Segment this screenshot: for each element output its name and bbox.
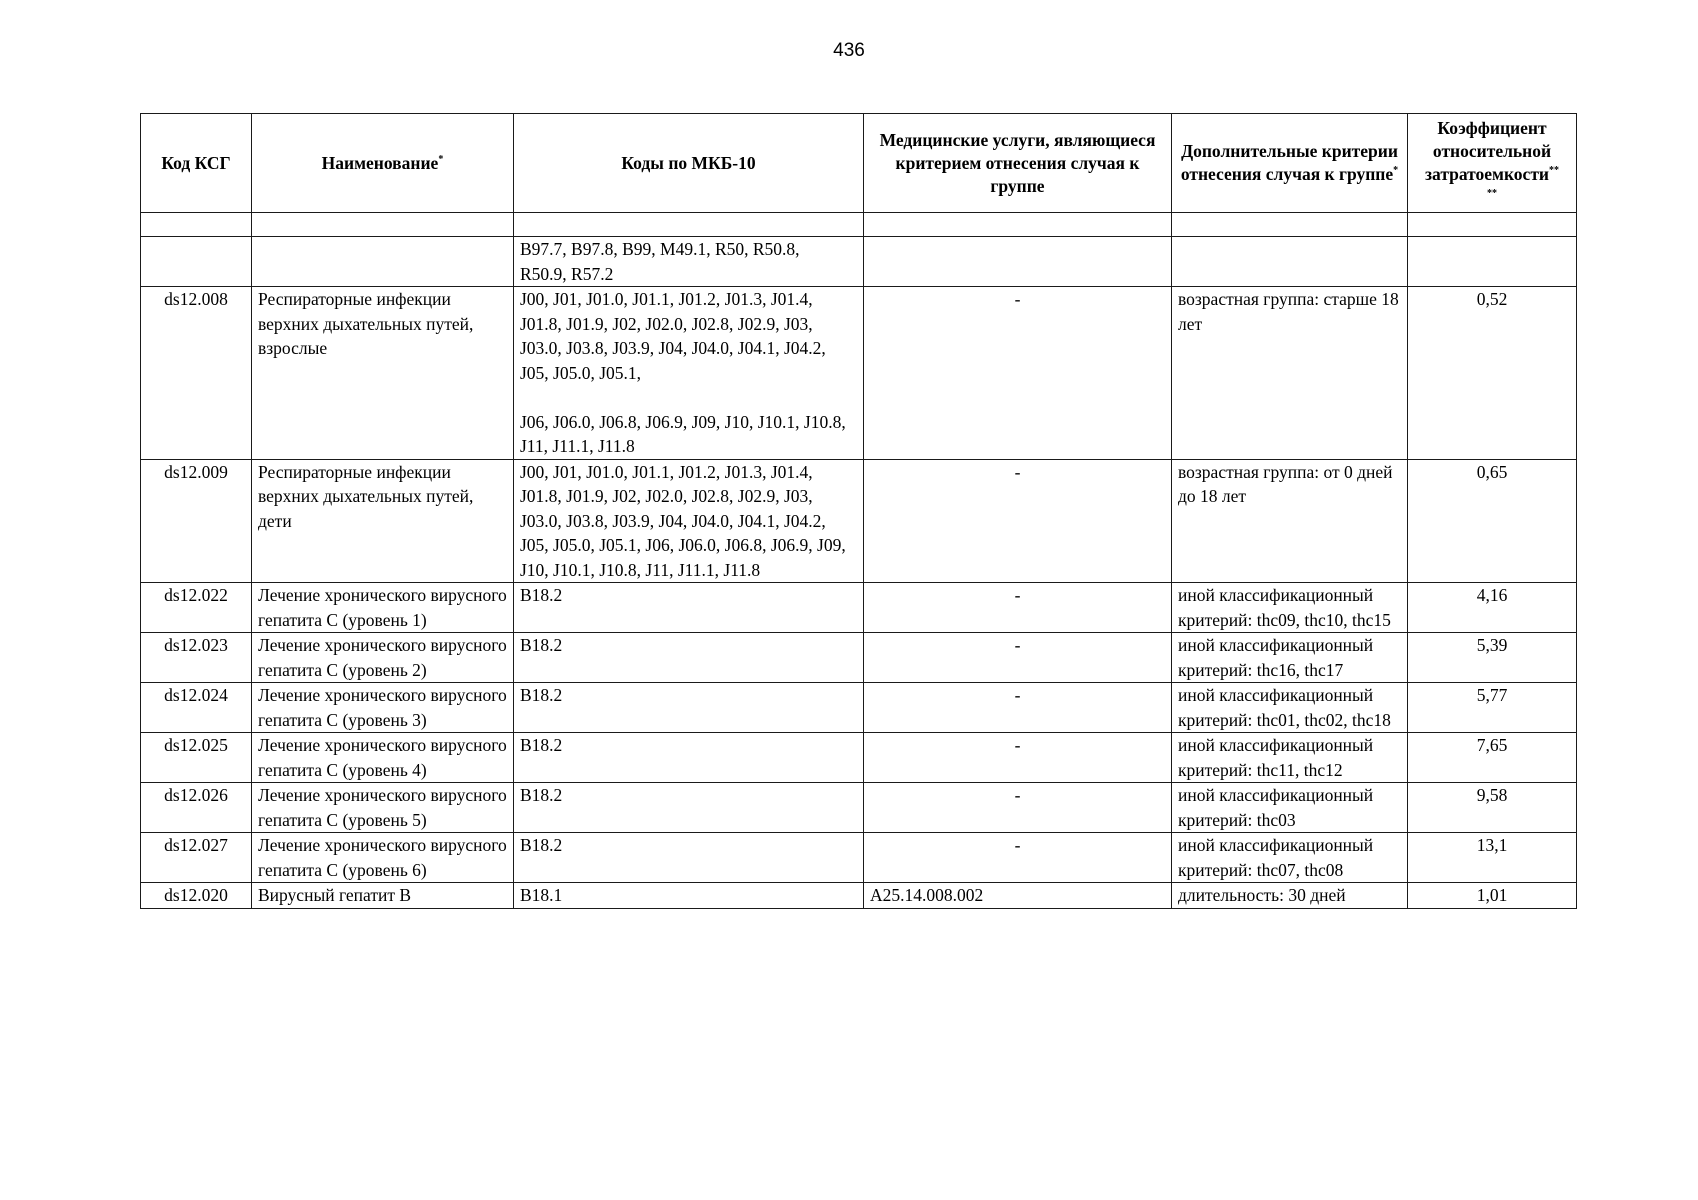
cell-name: Лечение хронического вирусного гепатита С (уровень 2) xyxy=(252,633,514,683)
header-services: Медицинские услуги, являющиеся критерием отнесения случая к группе xyxy=(864,114,1172,213)
cell-coef: 0,65 xyxy=(1408,459,1577,583)
cell-services: - xyxy=(864,287,1172,460)
cell-coef: 13,1 xyxy=(1408,833,1577,883)
cell-coef: 1,01 xyxy=(1408,883,1577,909)
table-row xyxy=(141,287,1577,460)
cell-coef: 4,16 xyxy=(1408,583,1577,633)
footnote-mark: * xyxy=(1393,165,1399,177)
cell-criteria: иной классификационный критерий: thc11, thc12 xyxy=(1172,733,1408,783)
continuation-row xyxy=(141,237,1577,287)
table-row xyxy=(141,583,1577,633)
cell-services: - xyxy=(864,783,1172,833)
cell-services: - xyxy=(864,633,1172,683)
cell-code: ds12.022 xyxy=(141,583,252,633)
cell-code: ds12.026 xyxy=(141,783,252,833)
mkb-continuation: B97.7, B97.8, B99, M49.1, R50, R50.8, R50.9, R57.2 xyxy=(514,237,864,287)
cell-mkb: B18.2 xyxy=(514,833,864,883)
cell-coef: 0,52 xyxy=(1408,287,1577,460)
footnote-mark: ** xyxy=(1549,165,1560,177)
cell-coef: 9,58 xyxy=(1408,783,1577,833)
cell-services: - xyxy=(864,459,1172,583)
cell-criteria: возрастная группа: старше 18 лет xyxy=(1172,287,1408,460)
cell-code: ds12.009 xyxy=(141,459,252,583)
cell-services: - xyxy=(864,683,1172,733)
cell-name: Респираторные инфекции верхних дыхательных путей, дети xyxy=(252,459,514,583)
cell-criteria: иной классификационный критерий: thc03 xyxy=(1172,783,1408,833)
cell-services: A25.14.008.002 xyxy=(864,883,1172,909)
cell-criteria: иной классификационный критерий: thc16, thc17 xyxy=(1172,633,1408,683)
table-row xyxy=(141,683,1577,733)
spacer-row xyxy=(141,213,1577,237)
cell-code: ds12.024 xyxy=(141,683,252,733)
mkb-part-1: J00, J01, J01.0, J01.1, J01.2, J01.3, J01.4, J01.8, J01.9, J02, J02.0, J02.8, J02.9, J03, J03.0, J03.8, J03.9, J04, J04.0, J04.1, J04.2, J05, J05.0, J05.1, xyxy=(520,289,826,383)
table-row xyxy=(141,459,1577,583)
cell-coef: 5,39 xyxy=(1408,633,1577,683)
cell-coef: 7,65 xyxy=(1408,733,1577,783)
cell-name: Лечение хронического вирусного гепатита С (уровень 3) xyxy=(252,683,514,733)
cell-criteria: иной классификационный критерий: thc01, thc02, thc18 xyxy=(1172,683,1408,733)
cell-mkb: B18.1 xyxy=(514,883,864,909)
cell-name: Лечение хронического вирусного гепатита С (уровень 5) xyxy=(252,783,514,833)
ksg-table xyxy=(140,113,1577,909)
header-code: Код КСГ xyxy=(141,114,252,213)
cell-criteria: иной классификационный критерий: thc09, thc10, thc15 xyxy=(1172,583,1408,633)
footnote-mark-2: ** xyxy=(1487,188,1497,200)
table-row xyxy=(141,783,1577,833)
table-row xyxy=(141,883,1577,909)
cell-name: Вирусный гепатит В xyxy=(252,883,514,909)
table-row xyxy=(141,633,1577,683)
cell-coef: 5,77 xyxy=(1408,683,1577,733)
cell-code: ds12.008 xyxy=(141,287,252,460)
cell-name: Респираторные инфекции верхних дыхательных путей, взрослые xyxy=(252,287,514,460)
cell-criteria: иной классификационный критерий: thc07, thc08 xyxy=(1172,833,1408,883)
cell-name: Лечение хронического вирусного гепатита С (уровень 1) xyxy=(252,583,514,633)
cell-services: - xyxy=(864,733,1172,783)
header-coef: Коэффициент относительной затратоемкости** ** xyxy=(1408,114,1577,213)
cell-mkb xyxy=(514,287,864,460)
table-header xyxy=(141,114,1577,213)
cell-name: Лечение хронического вирусного гепатита С (уровень 4) xyxy=(252,733,514,783)
cell-services: - xyxy=(864,833,1172,883)
cell-mkb: B18.2 xyxy=(514,783,864,833)
cell-name: Лечение хронического вирусного гепатита С (уровень 6) xyxy=(252,833,514,883)
header-name: Наименование* xyxy=(252,114,514,213)
cell-criteria: возрастная группа: от 0 дней до 18 лет xyxy=(1172,459,1408,583)
cell-code: ds12.027 xyxy=(141,833,252,883)
cell-criteria: длительность: 30 дней xyxy=(1172,883,1408,909)
cell-code: ds12.025 xyxy=(141,733,252,783)
cell-mkb: B18.2 xyxy=(514,583,864,633)
cell-code: ds12.023 xyxy=(141,633,252,683)
cell-services: - xyxy=(864,583,1172,633)
page-number: 436 xyxy=(833,40,865,61)
header-criteria: Дополнительные критерии отнесения случая к группе* xyxy=(1172,114,1408,213)
header-mkb: Коды по МКБ-10 xyxy=(514,114,864,213)
mkb-part-2: J06, J06.0, J06.8, J06.9, J09, J10, J10.1, J10.8, J11, J11.1, J11.8 xyxy=(520,411,846,456)
cell-mkb: B18.2 xyxy=(514,633,864,683)
cell-mkb: B18.2 xyxy=(514,683,864,733)
table-row xyxy=(141,833,1577,883)
cell-mkb: J00, J01, J01.0, J01.1, J01.2, J01.3, J01.4, J01.8, J01.9, J02, J02.0, J02.8, J02.9, J03, J03.0, J03.8, J03.9, J04, J04.0, J04.1, J04.2, J05, J05.0, J05.1, J06, J06.0, J06.8, J06.9, J09, J10, J10.1, J10.8, J11, J11.1, J11.8 xyxy=(514,459,864,583)
cell-code: ds12.020 xyxy=(141,883,252,909)
cell-mkb: B18.2 xyxy=(514,733,864,783)
table-row xyxy=(141,733,1577,783)
footnote-mark: * xyxy=(438,153,444,165)
